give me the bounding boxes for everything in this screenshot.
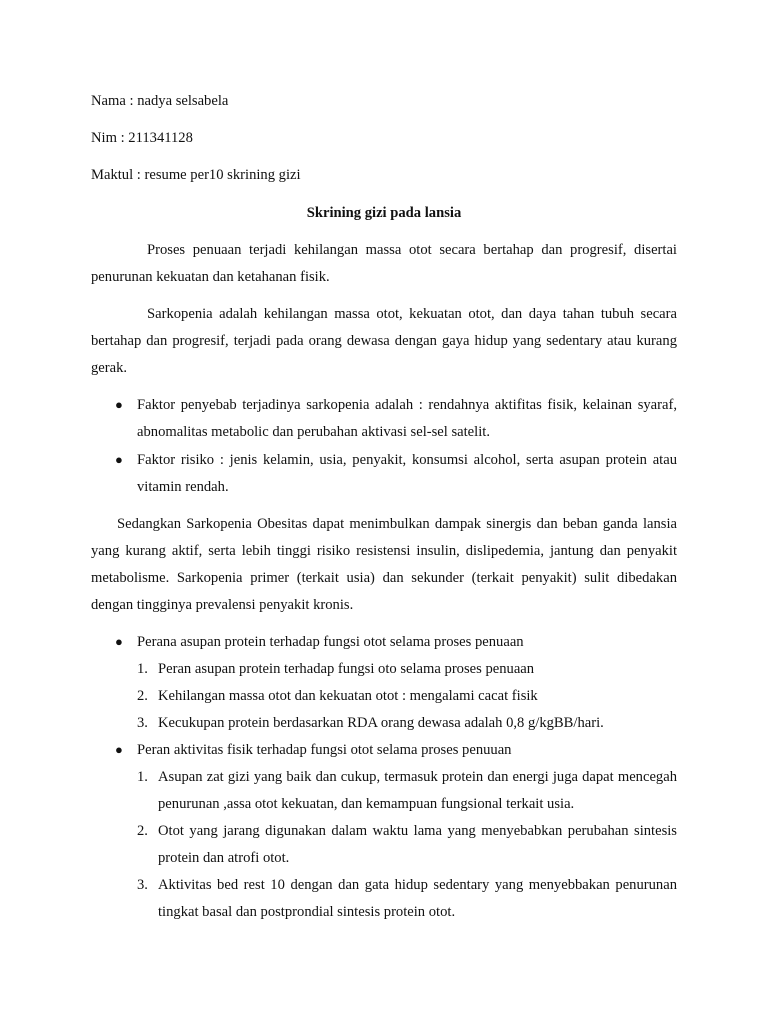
paragraph-line: Sedangkan Sarkopenia Obesitas dapat menimbulkan dampak sinergis dan beban ganda lansia [117, 516, 677, 532]
list-number: 3. [137, 877, 148, 893]
list-item-line: Asupan zat gizi yang baik dan cukup, termasuk protein dan energi juga dapat mencegah [158, 769, 677, 785]
paragraph-line: dengan tingginya prevalensi penyakit kronis. [91, 597, 354, 613]
bullet-icon: ● [115, 742, 123, 757]
header-maktul: Maktul : resume per10 skrining gizi [91, 167, 301, 183]
list-number: 2. [137, 823, 148, 839]
list-item-line: Kecukupan protein berdasarkan RDA orang dewasa adalah 0,8 g/kgBB/hari. [158, 715, 604, 731]
bullet-line: Perana asupan protein terhadap fungsi otot selama proses penuaan [137, 634, 524, 650]
paragraph-line: bertahap dan progresif, terjadi pada orang dewasa dengan gaya hidup yang sedentary atau kurang [91, 333, 677, 349]
bullet-icon: ● [115, 397, 123, 412]
list-item-line: Kehilangan massa otot dan kekuatan otot : mengalami cacat fisik [158, 688, 538, 704]
list-number: 3. [137, 715, 148, 731]
bullet-icon: ● [115, 634, 123, 649]
bullet-line: abnomalitas metabolic dan perubahan aktivasi sel-sel satelit. [137, 424, 490, 440]
bullet-line: vitamin rendah. [137, 479, 229, 495]
list-item-line: Aktivitas bed rest 10 dengan dan gata hidup sedentary yang menyebbakan penurunan [158, 877, 677, 893]
bullet-line: Faktor risiko : jenis kelamin, usia, penyakit, konsumsi alcohol, serta asupan protein atau [137, 452, 677, 468]
header-nama: Nama : nadya selsabela [91, 93, 229, 109]
bullet-icon: ● [115, 452, 123, 467]
bullet-line: Peran aktivitas fisik terhadap fungsi otot selama proses penuuan [137, 742, 512, 758]
paragraph-line: gerak. [91, 360, 128, 376]
list-item-line: Peran asupan protein terhadap fungsi oto selama proses penuaan [158, 661, 535, 677]
list-item-line: penurunan ,assa otot kekuatan, dan kemampuan fungsional terkait usia. [158, 796, 575, 812]
list-item-line: tingkat basal dan postprondial sintesis protein otot. [158, 904, 456, 920]
paragraph-line: Sarkopenia adalah kehilangan massa otot, kekuatan otot, dan daya tahan tubuh secara [147, 306, 677, 322]
paragraph-line: penurunan kekuatan dan ketahanan fisik. [91, 269, 330, 285]
list-number: 1. [137, 769, 148, 785]
paragraph-line: Proses penuaan terjadi kehilangan massa otot secara bertahap dan progresif, disertai [147, 242, 677, 258]
paragraph-line: metabolisme. Sarkopenia primer (terkait usia) dan sekunder (terkait penyakit) sulit dibedakan [91, 570, 677, 586]
bullet-line: Faktor penyebab terjadinya sarkopenia adalah : rendahnya aktifitas fisik, kelainan syaraf, [137, 397, 677, 413]
list-number: 1. [137, 661, 148, 677]
list-item-line: Otot yang jarang digunakan dalam waktu lama yang menyebabkan perubahan sintesis [158, 823, 677, 839]
list-number: 2. [137, 688, 148, 704]
list-item-line: protein dan atrofi otot. [158, 850, 290, 866]
header-nim: Nim : 211341128 [91, 130, 193, 146]
paragraph-line: yang kurang aktif, serta lebih tinggi risiko resistensi insulin, dislipedemia, jantung dan penyakit [91, 543, 677, 559]
document-title: Skrining gizi pada lansia [306, 205, 462, 221]
